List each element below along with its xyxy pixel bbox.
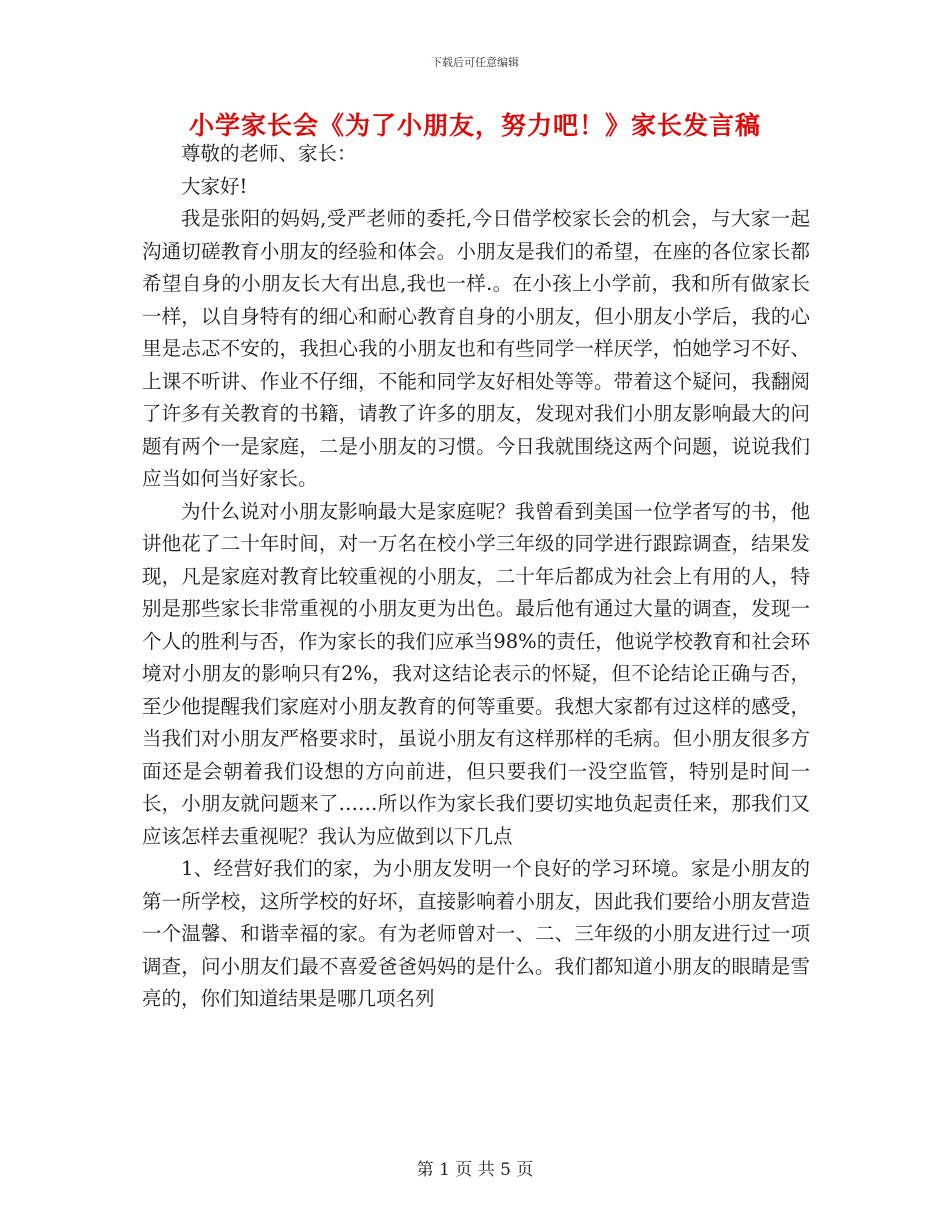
salutation: 尊敬的老师、家长： [181, 142, 357, 165]
header-note: 下载后可任意编辑 [431, 56, 519, 69]
document-body [142, 138, 810, 1016]
page-footer: 第 1 页 共 5 页 [416, 1160, 534, 1180]
greeting: 大家好! [181, 174, 248, 198]
paragraph-point-1: 1、经营好我们的家，为小朋友发明一个良好的学习环境。家是小朋友的第一所学校，这所学校的好坏，直接影响着小朋友，因此我们要给小朋友营造一个温馨、和谐幸福的家。有为老师曾对一、二、三年级的小朋友进行过一项调查，问小朋友们最不喜爱爸爸妈妈的是什么。我们都知道小朋友的眼睛是雪亮的，你们知道结果是哪几项名列 [142, 857, 810, 1010]
document-title: 小学家长会《为了小朋友，努力吧！》家长发言稿 [188, 111, 761, 140]
paragraph-intro: 我是张阳的妈妈,受严老师的委托,今日借学校家长会的机会，与大家一起沟通切磋教育小朋友的经验和体会。小朋友是我们的希望，在座的各位家长都希望自身的小朋友长大有出息,我也一样.。在小孩上小学前，我和所有做家长一样，以自身特有的细心和耐心教育自身的小朋友，但小朋友小学后，我的心里是忐忑不安的，我担心我的小朋友也和有些同学一样厌学，怕她学习不好、上课不听讲、作业不仔细，不能和同学友好相处等等。带着这个疑问，我翻阅了许多有关教育的书籍，请教了许多的朋友，发现对我们小朋友影响最大的问题有两个一是家庭，二是小朋友的习惯。今日我就围绕这两个问题，说说我们应当如何当好家长。 [142, 207, 810, 490]
paragraph-family-influence: 为什么说对小朋友影响最大是家庭呢？我曾看到美国一位学者写的书，他讲他花了二十年时间，对一万名在校小学三年级的同学进行跟踪调查，结果发现，凡是家庭对教育比较重视的小朋友，二十年后都成为社会上有用的人，特别是那些家长非常重视的小朋友更为出色。最后他有通过大量的调查，发现一个人的胜利与否，作为家长的我们应承当98%的责任，他说学校教育和社会环境对小朋友的影响只有2%，我对这结论表示的怀疑，但不论结论正确与否，至少他提醒我们家庭对小朋友教育的何等重要。我想大家都有过这样的感受，当我们对小朋友严格要求时，虽说小朋友有这样那样的毛病。但小朋友很多方面还是会朝着我们设想的方向前进，但只要我们一没空监管，特别是时间一长，小朋友就问题来了……所以作为家长我们要切实地负起责任来，那我们又应该怎样去重视呢？我认为应做到以下几点 [142, 499, 810, 848]
